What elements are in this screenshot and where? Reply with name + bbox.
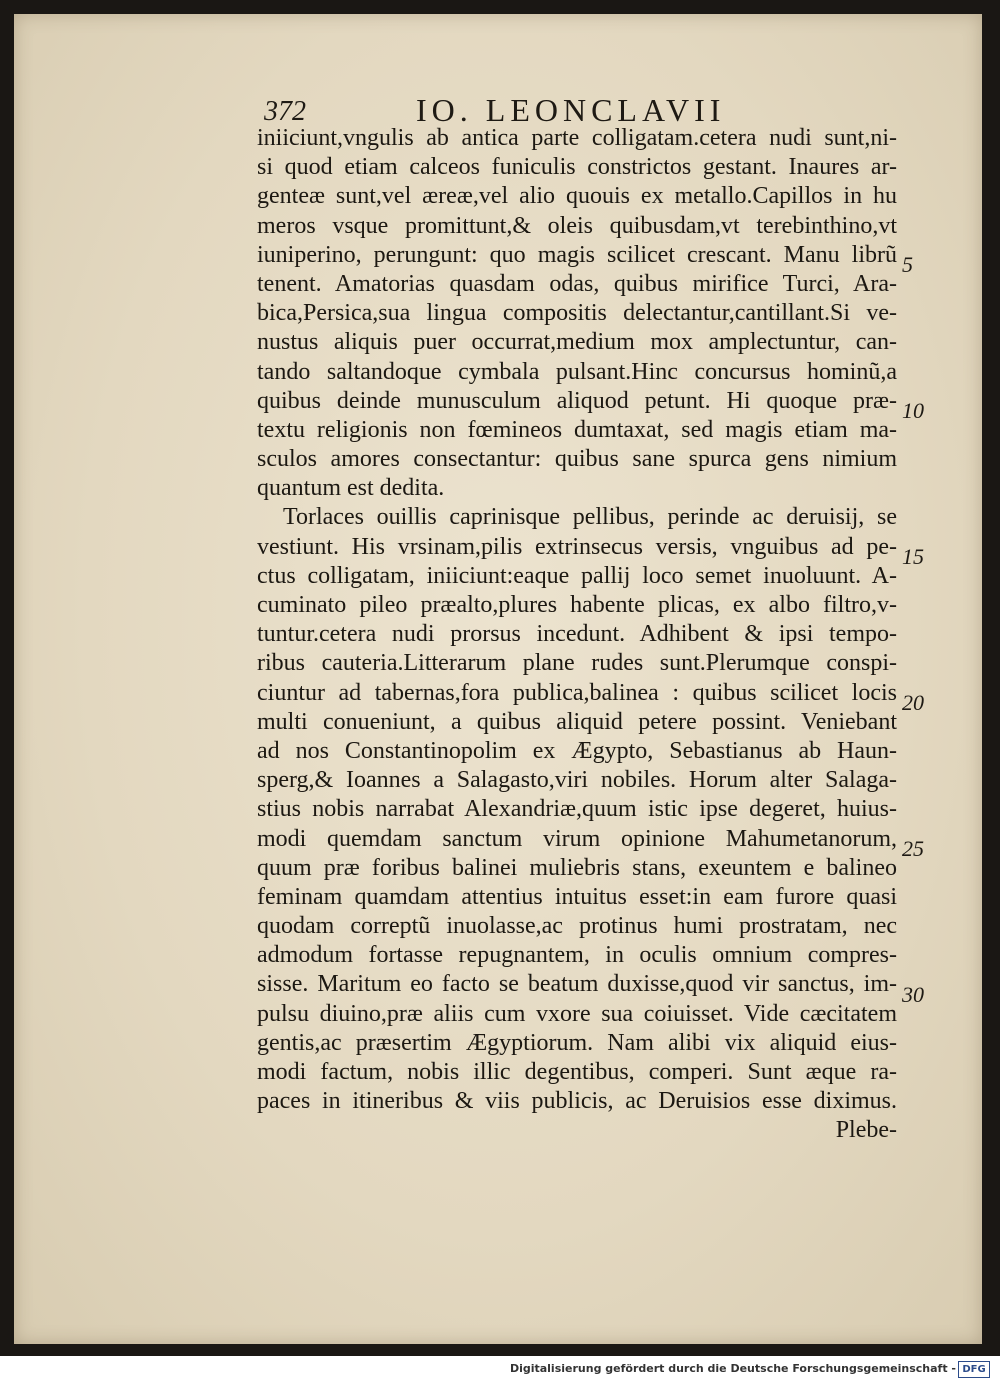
text-line: paces in itineribus & viis publicis, ac Deruisios esse diximus. <box>257 1088 897 1115</box>
margin-line-number: 10 <box>902 398 924 423</box>
text-line: iuniperino, perungunt: quo magis scilicet crescant. Manu librũ <box>257 241 897 268</box>
footer-bar <box>0 1356 1000 1383</box>
text-line: vestiunt. His vrsinam,pilis extrinsecus versis, vnguibus ad pe- <box>257 533 897 560</box>
text-line: ribus cauteria.Litterarum plane rudes sunt.Plerumque conspi- <box>257 650 897 677</box>
text-line: genteæ sunt,vel æreæ,vel alio quouis ex metallo.Capillos in hu <box>257 183 897 210</box>
margin-line-number: 25 <box>902 836 924 861</box>
text-line: tenent. Amatorias quasdam odas, quibus mirifice Turci, Ara- <box>257 270 897 297</box>
text-line: ad nos Constantinopolim ex Ægypto, Sebastianus ab Haun- <box>257 737 897 764</box>
text-line: quibus deinde munusculum aliquod petunt. Hi quoque præ- <box>257 387 897 414</box>
text-line: ctus colligatam, iniiciunt:eaque pallij loco semet inuoluunt. A- <box>257 562 897 589</box>
catchword: Plebe- <box>835 1117 897 1144</box>
text-line: quodam correptũ inuolasse,ac protinus humi prostratam, nec <box>257 913 897 940</box>
margin-line-number: 20 <box>902 690 924 715</box>
text-line: si quod etiam calceos funiculis constrictos gestant. Inaures ar- <box>257 154 897 181</box>
dfg-logo[interactable]: DFG <box>958 1361 990 1378</box>
text-line: quum præ foribus balinei muliebris stans, exeuntem e balineo <box>257 854 897 881</box>
text-line: sperg,& Ioannes a Salagasto,viri nobiles. Horum alter Salaga- <box>257 767 897 794</box>
funding-credit: Digitalisierung gefördert durch die Deutsche Forschungsgemeinschaft - <box>509 1362 956 1375</box>
text-line: nustus aliquis puer occurrat,medium mox amplectuntur, can- <box>257 329 897 356</box>
text-line: gentis,ac præsertim Ægyptiorum. Nam alibi vix aliquid eius- <box>257 1029 897 1056</box>
text-line: ciuntur ad tabernas,fora publica,balinea : quibus scilicet locis <box>257 679 897 706</box>
text-line: admodum fortasse repugnantem, in oculis omnium compres- <box>257 942 897 969</box>
text-line: tando saltandoque cymbala pulsant.Hinc concursus hominũ,a <box>257 358 897 385</box>
text-line: multi conueniunt, a quibus aliquid petere possint. Veniebant <box>257 708 897 735</box>
text-line: cuminato pileo præalto,plures habente plicas, ex albo filtro,v- <box>257 592 897 618</box>
text-line: feminam quamdam attentius intuitus esset:in eam furore quasi <box>257 883 897 910</box>
text-line: sisse. Maritum eo facto se beatum duxisse,quod vir sanctus, im- <box>257 971 897 998</box>
text-line: sculos amores consectantur: quibus sane spurca gens nimium <box>257 446 897 473</box>
margin-line-number: 15 <box>902 544 924 569</box>
text-line: bica,Persica,sua lingua compositis delectantur,cantillant.Si ve- <box>257 300 897 327</box>
text-line: pulsu diuino,præ aliis cum vxore sua coiuisset. Vide cæcitatem <box>257 1000 897 1027</box>
body-text <box>257 124 897 1146</box>
text-line: textu religionis non fœmineos dumtaxat, sed magis etiam ma- <box>257 416 897 443</box>
text-line: iniiciunt,vngulis ab antica parte colligatam.cetera nudi sunt,ni- <box>257 125 897 151</box>
running-head: IO. LEONCLAVII <box>416 92 726 128</box>
text-line: modi factum, nobis illic degentibus, comperi. Sunt æque ra- <box>257 1059 897 1085</box>
text-line: modi quemdam sanctum virum opinione Mahumetanorum, <box>257 825 897 852</box>
margin-line-number: 5 <box>902 252 913 277</box>
text-line: Torlaces ouillis caprinisque pellibus, perinde ac deruisij, se <box>283 504 897 531</box>
page-number: 372 <box>264 96 306 127</box>
text-line: stius nobis narrabat Alexandriæ,quum istic ipse degeret, huius- <box>257 796 897 823</box>
text-line: meros vsque promittunt,& oleis quibusdam,vt terebinthino,vt <box>257 212 897 239</box>
text-line: quantum est dedita. <box>257 475 445 502</box>
text-line: tuntur.cetera nudi prorsus incedunt. Adhibent & ipsi tempo- <box>257 621 897 648</box>
margin-line-number: 30 <box>902 982 924 1007</box>
